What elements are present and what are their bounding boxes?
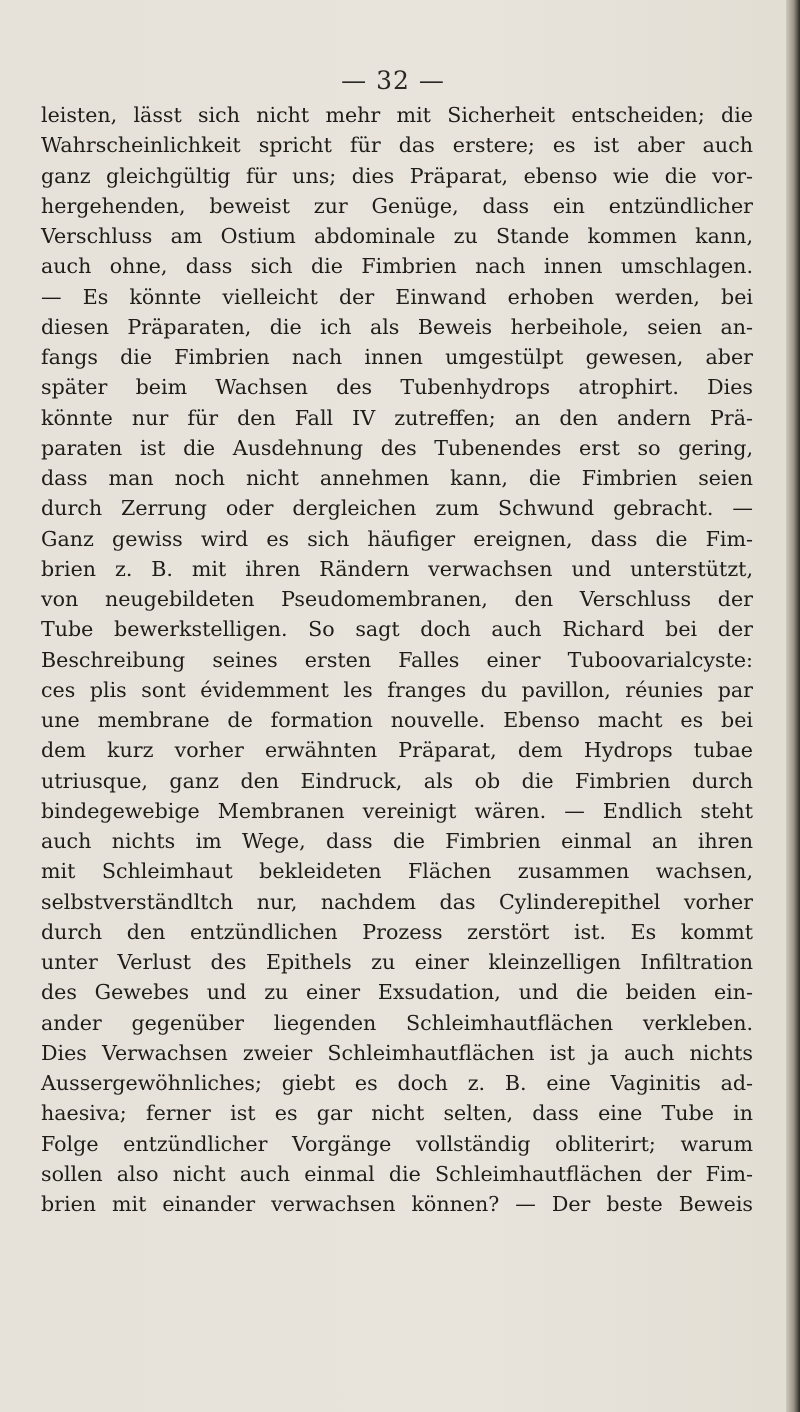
text-line: von neugebildeten Pseudomembranen, den Verschluss der xyxy=(41,587,753,611)
text-line: dass man noch nicht annehmen kann, die Fimbrien seien xyxy=(41,466,753,490)
text-line: bindegewebige Membranen vereinigt wären. — Endlich steht xyxy=(41,798,753,823)
text-line: Beschreibung seines ersten Falles einer Tuboovarialcyste: xyxy=(41,647,753,672)
text-line: brien mit einander verwachsen können? — Der beste Beweis xyxy=(41,1192,753,1216)
text-line: Tube bewerkstelligen. So sagt doch auch Richard bei der xyxy=(41,617,753,642)
text-line: brien z. B. mit ihren Rändern verwachsen und unterstützt, xyxy=(41,556,753,581)
text-line: ganz gleichgültig für uns; dies Präparat, ebenso wie die vor- xyxy=(41,163,753,188)
text-line: hergehenden, beweist zur Genüge, dass ein entzündlicher xyxy=(41,193,753,218)
text-line: Dies Verwachsen zweier Schleimhautflächen ist ja auch nichts xyxy=(41,1040,753,1065)
text-line: une membrane de formation nouvelle. Ebenso macht es bei xyxy=(41,708,753,732)
text-line: sollen also nicht auch einmal die Schleimhautflächen der Fim- xyxy=(41,1161,753,1186)
text-line: auch ohne, dass sich die Fimbrien nach innen umschlagen. xyxy=(41,254,753,279)
text-line: paraten ist die Ausdehnung des Tubenendes erst so gering, xyxy=(41,435,753,460)
text-line: selbstverständltch nur, nachdem das Cylinderepithel vorher xyxy=(41,889,753,914)
text-line: Wahrscheinlichkeit spricht für das erstere; es ist aber auch xyxy=(41,133,753,158)
text-line: Aussergewöhnliches; giebt es doch z. B. eine Vaginitis ad- xyxy=(41,1071,753,1095)
text-line: unter Verlust des Epithels zu einer kleinzelligen Infiltration xyxy=(41,950,753,974)
text-line: auch nichts im Wege, dass die Fimbrien einmal an ihren xyxy=(41,829,753,853)
text-line: Verschluss am Ostium abdominale zu Stande kommen kann, xyxy=(41,224,753,248)
text-line: ander gegenüber liegenden Schleimhautflächen verkleben. xyxy=(41,1010,753,1035)
text-line: fangs die Fimbrien nach innen umgestülpt gewesen, aber xyxy=(41,345,753,369)
text-line: — Es könnte vielleicht der Einwand erhoben werden, bei xyxy=(41,284,753,309)
text-line: später beim Wachsen des Tubenhydrops atrophirt. Dies xyxy=(41,375,753,400)
text-line: durch Zerrung oder dergleichen zum Schwund gebracht. — xyxy=(41,496,753,521)
text-line: utriusque, ganz den Eindruck, als ob die Fimbrien durch xyxy=(41,768,753,793)
text-line: mit Schleimhaut bekleideten Flächen zusammen wachsen, xyxy=(41,859,753,884)
text-line: durch den entzündlichen Prozess zerstört ist. Es kommt xyxy=(41,919,753,944)
text-line: haesiva; ferner ist es gar nicht selten, dass eine Tube in xyxy=(41,1101,753,1126)
text-line: des Gewebes und zu einer Exsudation, und die beiden ein- xyxy=(41,980,753,1005)
text-line: könnte nur für den Fall IV zutreffen; an den andern Prä- xyxy=(41,405,753,430)
text-line: Ganz gewiss wird es sich häufiger ereignen, dass die Fim- xyxy=(41,526,753,551)
text-line: Folge entzündlicher Vorgänge vollständig obliterirt; warum xyxy=(41,1131,753,1156)
page-edge xyxy=(786,0,800,1412)
text-line: diesen Präparaten, die ich als Beweis herbeihole, seien an- xyxy=(41,314,753,339)
page-number: — 32 — xyxy=(341,66,445,95)
body-text xyxy=(41,100,753,1219)
text-line: ces plis sont évidemment les franges du pavillon, réunies par xyxy=(41,677,753,702)
text-line: dem kurz vorher erwähnten Präparat, dem Hydrops tubae xyxy=(41,738,753,763)
text-line: leisten, lässt sich nicht mehr mit Sicherheit entscheiden; die xyxy=(41,103,753,127)
